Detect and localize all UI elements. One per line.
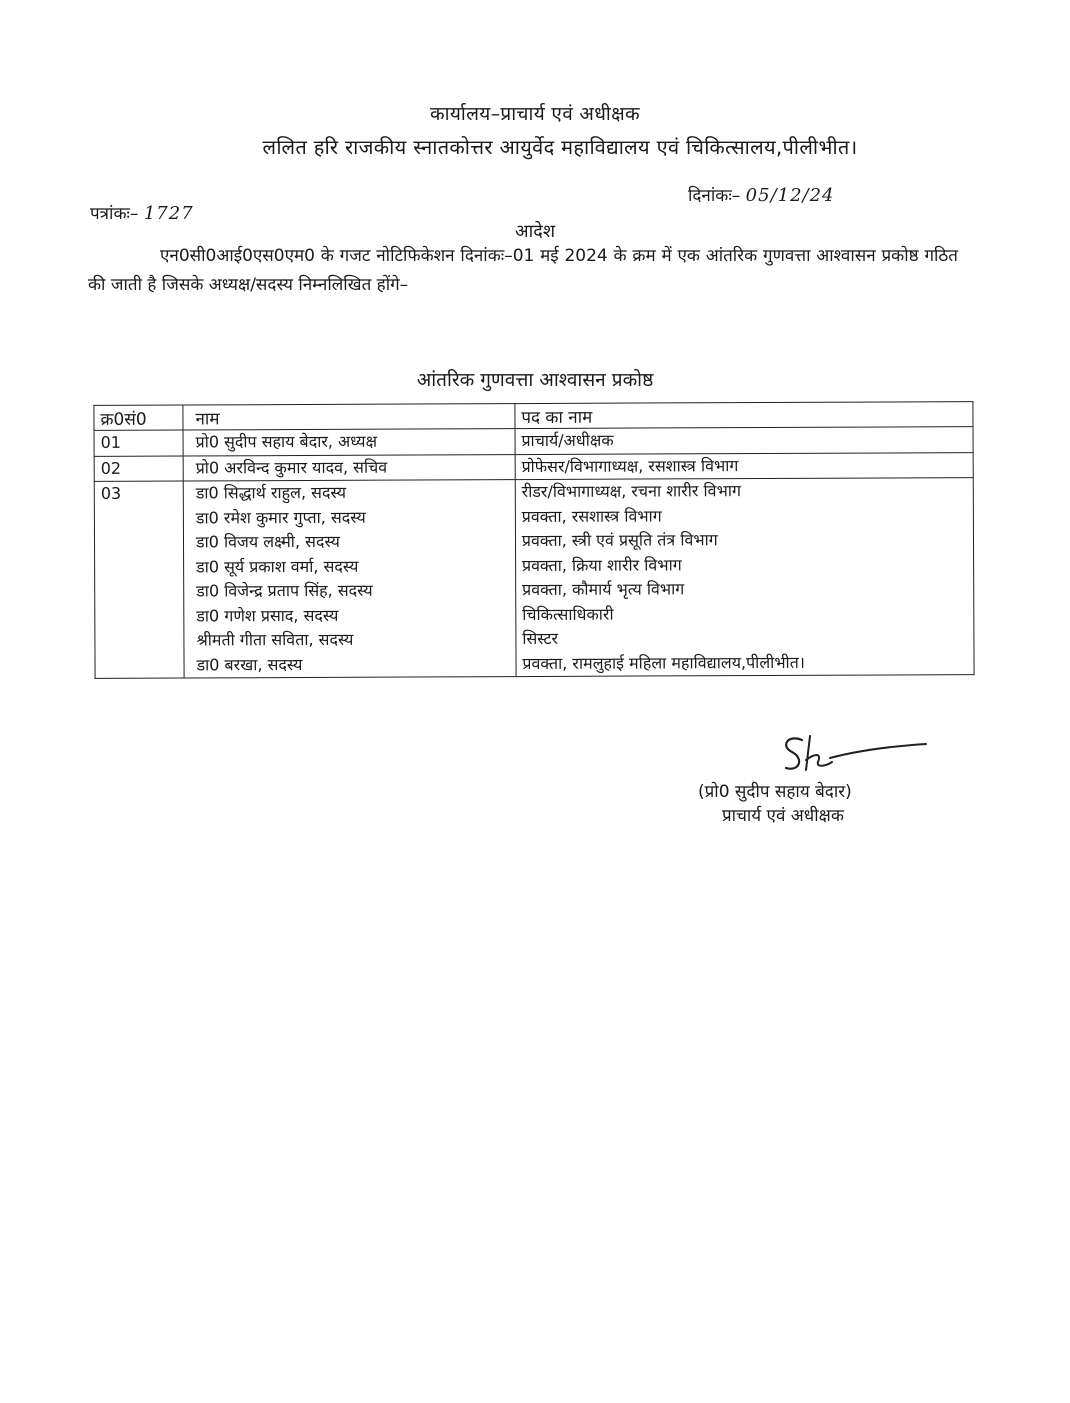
row-serial: 01: [94, 430, 183, 456]
header-name: नाम: [183, 404, 515, 430]
table-header-row: [94, 402, 973, 431]
member-post: प्रवक्ता, क्रिया शारीर विभाग: [521, 554, 682, 575]
header-serial: क्र0सं0: [94, 405, 183, 430]
date-label: दिनांकः–: [688, 186, 741, 206]
member-post: प्रवक्ता, रामलुहाई महिला महाविद्यालय,पीलीभीत।: [522, 652, 805, 673]
date-line: [688, 183, 835, 206]
row-names-list: [183, 480, 516, 678]
row-post: प्राचार्य/अधीक्षक: [515, 427, 973, 454]
member-name: डा0 सिद्धार्थ राहुल, सदस्य: [195, 482, 347, 503]
member-name: श्रीमती गीता सविता, सदस्य: [196, 629, 354, 650]
member-name: डा0 सूर्य प्रकाश वर्मा, सदस्य: [196, 556, 359, 576]
member-name: डा0 विजेन्द्र प्रताप सिंह, सदस्य: [196, 580, 373, 601]
table-row: [94, 452, 973, 481]
table-row: [94, 478, 974, 679]
row-posts-list: [515, 478, 974, 677]
signature-icon: [770, 728, 930, 778]
member-post: सिस्टर: [522, 628, 559, 649]
row-name: प्रो0 अरविन्द कुमार यादव, सचिव: [183, 454, 515, 481]
signatory-name: (प्रो0 सुदीप सहाय बेदार): [698, 782, 852, 802]
table-row: [94, 427, 973, 456]
header-post: पद का नाम: [515, 402, 973, 429]
ref-label: पत्रांकः–: [90, 204, 139, 224]
member-post: चिकित्साधिकारी: [522, 604, 614, 624]
members-table: [93, 401, 974, 679]
table-title: आंतरिक गुणवत्ता आश्वासन प्रकोष्ठ: [416, 369, 654, 391]
member-post: रीडर/विभागाध्यक्ष, रचना शारीर विभाग: [521, 481, 741, 502]
row-post: प्रोफेसर/विभागाध्यक्ष, रसशास्त्र विभाग: [515, 452, 973, 479]
member-name: डा0 विजय लक्ष्मी, सदस्य: [195, 531, 340, 552]
ref-number: 1727: [143, 203, 194, 224]
member-post: प्रवक्ता, रसशास्त्र विभाग: [521, 505, 662, 526]
office-heading: कार्यालय–प्राचार्य एवं अधीक्षक: [430, 103, 640, 125]
member-name: डा0 बरखा, सदस्य: [196, 654, 303, 674]
date-value: 05/12/24: [745, 185, 835, 206]
order-title: आदेश: [514, 221, 556, 242]
order-body: एन0सी0आई0एस0एम0 के गजट नोटिफिकेशन दिनांकः–01 मई 2024 के क्रम में एक आंतरिक गुणवत्ता आश्वासन प्रकोष्ठ गठित की जाती है जिसके अध्यक्ष/सदस्य निम्नलिखित होंगे–: [88, 246, 958, 295]
member-name: डा0 गणेश प्रसाद, सदस्य: [196, 605, 339, 625]
member-name: डा0 रमेश कुमार गुप्ता, सदस्य: [195, 507, 366, 527]
member-post: प्रवक्ता, स्त्री एवं प्रसूति तंत्र विभाग: [521, 530, 718, 551]
row-name: प्रो0 सुदीप सहाय बेदार, अध्यक्ष: [183, 429, 515, 456]
row-serial: 03: [94, 481, 184, 678]
row-serial: 02: [94, 456, 183, 482]
institution-heading: ललित हरि राजकीय स्नातकोत्तर आयुर्वेद महाविद्यालय एवं चिकित्सालय,पीलीभीत।: [262, 135, 858, 159]
member-post: प्रवक्ता, कौमार्य भृत्य विभाग: [522, 579, 685, 600]
signatory-title: प्राचार्य एवं अधीक्षक: [722, 806, 844, 826]
